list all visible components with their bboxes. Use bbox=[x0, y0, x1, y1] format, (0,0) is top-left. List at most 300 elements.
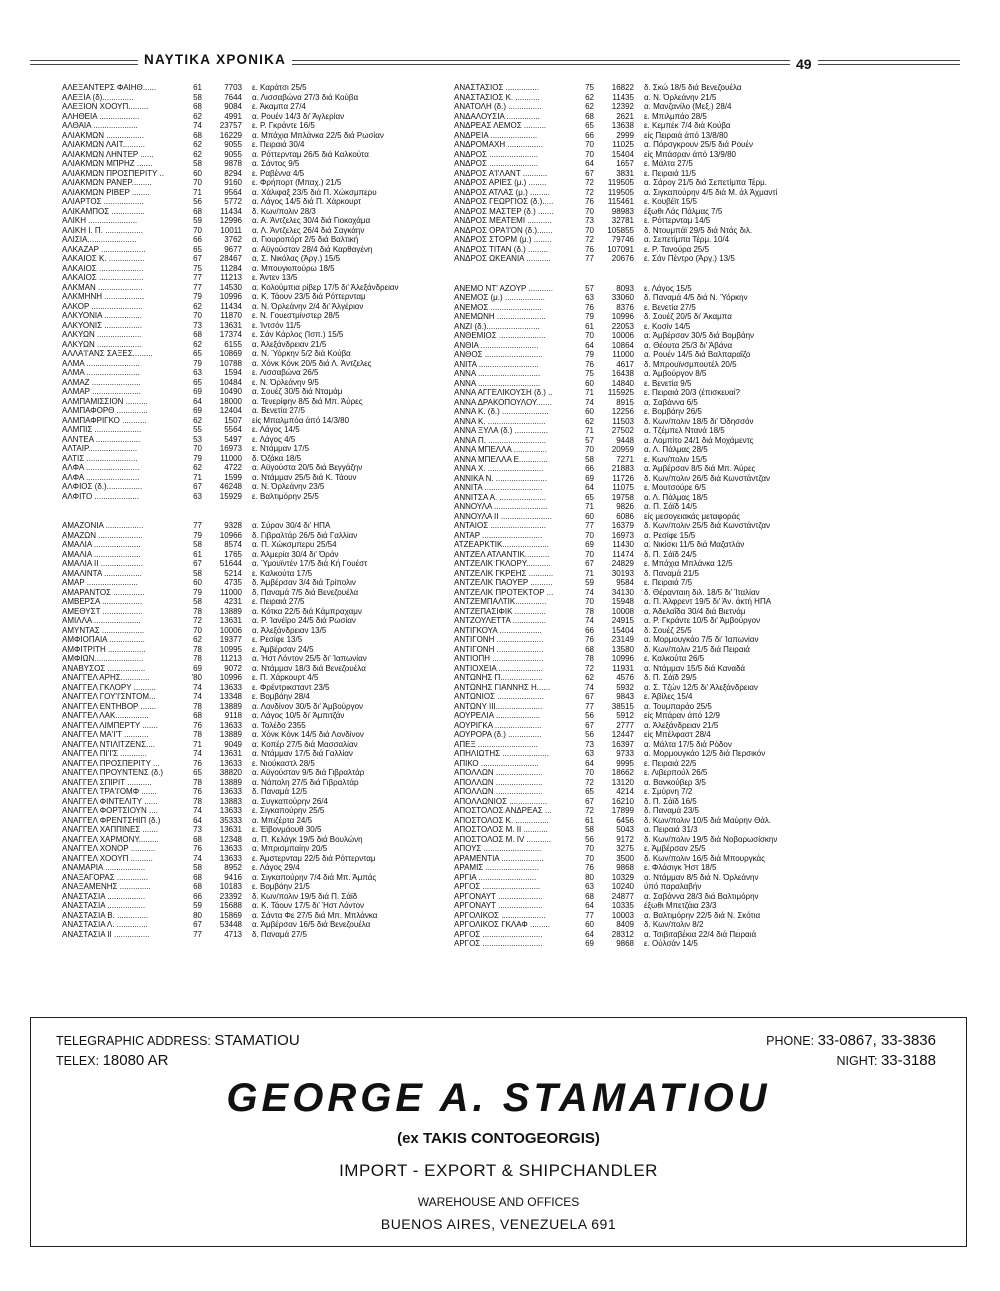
build-year: 77 bbox=[585, 701, 594, 711]
build-year: 70 bbox=[585, 140, 594, 149]
position-note: α. Ντάμμαν 17/5 διά Γαλλίαν bbox=[252, 749, 353, 758]
tonnage: 9868 bbox=[616, 939, 634, 948]
position-note: έξωθι Μπετζάια 23/3 bbox=[644, 901, 717, 910]
ship-row bbox=[454, 721, 844, 731]
ship-name: ΑΝΑΣΤΑΣΙΟΣ Κ. ........... bbox=[454, 92, 540, 102]
tonnage: 11931 bbox=[612, 663, 634, 673]
ship-row bbox=[62, 835, 452, 845]
ship-row bbox=[62, 197, 452, 207]
build-year: 63 bbox=[585, 749, 594, 758]
ship-row bbox=[454, 730, 844, 740]
ship-name: ΑΝΑΓΓΕΛ ΠΡΟΥΝΤΕΝΣ (δ.) bbox=[62, 768, 164, 777]
tonnage: 8574 bbox=[224, 540, 242, 549]
build-year: 67 bbox=[585, 168, 594, 178]
ship-name: ΑΠΙΚΟ .......................... bbox=[454, 758, 539, 768]
position-note: ε. Πειραιά 30/4 bbox=[252, 140, 305, 149]
ship-name: ΑΝΔΡΕΑΣ ΛΕΜΟΣ .......... bbox=[454, 121, 547, 130]
former-name: (ex TAKIS CONTOGEORGIS) bbox=[397, 1130, 600, 1147]
ship-row bbox=[454, 112, 844, 122]
build-year: 70 bbox=[585, 149, 594, 159]
tonnage: 3762 bbox=[224, 235, 242, 244]
position-note: α. Μάλτα 17/5 διά Ρόδον bbox=[644, 739, 732, 749]
position-note: ε. Σάν Κάρλος (Ίσπ.) 15/5 bbox=[252, 330, 344, 339]
business-line: IMPORT - EXPORT & SHIPCHANDLER bbox=[339, 1161, 658, 1180]
build-year: 70 bbox=[585, 206, 594, 216]
ship-name: ΑΛΚΜΑΝ .................... bbox=[62, 282, 143, 292]
tonnage: 13889 bbox=[219, 730, 242, 739]
build-year: 70 bbox=[585, 225, 594, 235]
ship-name: ΑΠΟΣΤΟΛΟΣ Κ. ............... bbox=[454, 815, 549, 825]
tonnage: 3831 bbox=[616, 168, 634, 178]
tonnage: 79746 bbox=[611, 235, 634, 244]
tonnage: 12404 bbox=[219, 406, 242, 415]
build-year: 58 bbox=[193, 540, 202, 549]
ship-row bbox=[454, 455, 844, 465]
tonnage: 12996 bbox=[219, 216, 242, 225]
position-note: ε. Βενετία 27/5 bbox=[644, 302, 696, 312]
tonnage: 20676 bbox=[611, 254, 634, 263]
position-note: δ. Π. Σάϊδ 24/5 bbox=[644, 549, 697, 559]
position-note: α. Σ. Τζών 12/5 δι' Άλεξάνδρειαν bbox=[644, 682, 758, 692]
ship-row bbox=[454, 493, 844, 503]
position-note: α. Σαβάννα 6/5 bbox=[644, 397, 698, 407]
tonnage: 5214 bbox=[224, 568, 242, 578]
position-note: α. Τενερίφην 8/5 διά Μπ. Άύρες bbox=[252, 396, 363, 406]
position-note: ε. Λάγος 15/5 bbox=[644, 283, 692, 293]
ship-name: ΑΝΑΤΟΛΗ (δ.) ............... bbox=[454, 102, 542, 111]
build-year: 68 bbox=[193, 711, 202, 720]
position-note: α. Π. Σάϊδ 14/5 bbox=[644, 502, 697, 511]
build-year: 78 bbox=[585, 654, 594, 663]
tonnage: 13631 bbox=[219, 320, 242, 330]
tonnage: 16973 bbox=[611, 530, 634, 540]
tonnage: 12392 bbox=[611, 102, 634, 111]
position-note: ε. Καλκούτα 26/5 bbox=[644, 654, 705, 663]
ship-name: ΑΛΙΑΚΜΩΝ ΡΙΒΕΡ ........ bbox=[62, 187, 150, 197]
build-year: 75 bbox=[585, 369, 594, 378]
position-note: δ. Σκώ 18/5 διά Βενεζουέλα bbox=[644, 83, 742, 92]
position-note: α. Μπιζέρτα 24/5 bbox=[252, 815, 313, 825]
tonnage: 119505 bbox=[607, 178, 634, 187]
ship-name: ΑΝΝΙΤΑ .......................... bbox=[454, 483, 543, 492]
ship-name: ΑΡΓΟΣ ........................... bbox=[454, 939, 543, 948]
position-note: α. Αϋγούσταν 9/5 διά Γιβραλτάρ bbox=[252, 768, 365, 777]
tonnage: 10240 bbox=[611, 882, 634, 891]
tonnage: 14840 bbox=[611, 378, 634, 388]
position-note: ε. Κεμπέκ 7/4 διά Κούβα bbox=[644, 121, 731, 130]
tonnage: 10788 bbox=[219, 358, 242, 368]
ship-name: ΑΝΤΑΙΟΣ ......................... bbox=[454, 521, 546, 530]
ship-name: ΑΝΤΖΕΜΠΑΛΤΙΚ.............. bbox=[454, 597, 547, 606]
position-note: α. Ύμουϊντέν 17/5 διά Κή Γουέστ bbox=[252, 559, 368, 568]
position-note: δ. Παναμά 12/5 bbox=[252, 787, 307, 796]
company-address: BUENOS AIRES, VENEZUELA 691 bbox=[380, 1216, 617, 1232]
ship-name: ΑΛΚΜΗΝΗ .................. bbox=[62, 292, 145, 301]
tonnage: 17374 bbox=[219, 330, 242, 339]
position-note: ε. Π. Χάρκουρτ 4/5 bbox=[252, 673, 319, 682]
tonnage: 13348 bbox=[219, 692, 242, 701]
build-year: 69 bbox=[585, 473, 594, 483]
tonnage: 9084 bbox=[224, 102, 242, 111]
ship-name: ΑΟΥΡΕΛΙΑ .................... bbox=[454, 711, 541, 720]
tonnage: 16229 bbox=[219, 130, 242, 140]
phone-label: PHONE: bbox=[766, 1034, 815, 1048]
position-note: α. Ρ. Γκράντε 10/5 δι' Άμβούργον bbox=[644, 616, 761, 625]
build-year: 68 bbox=[193, 330, 202, 339]
tonnage: 16397 bbox=[611, 739, 634, 749]
position-note: α. Ρόττερνταμ 26/5 διά Καλκούτα bbox=[252, 149, 369, 159]
ship-row bbox=[62, 482, 452, 492]
tonnage: 10008 bbox=[611, 606, 634, 616]
position-note: ε. Πειραιά 22/5 bbox=[644, 758, 697, 768]
tonnage: 9843 bbox=[616, 692, 634, 701]
ship-row bbox=[454, 531, 844, 541]
position-note: ε. Βομβάην 21/5 bbox=[252, 882, 310, 891]
tonnage: 24829 bbox=[611, 559, 634, 568]
ship-row bbox=[454, 369, 844, 379]
ship-name: ΑΜΑΖΩΝ .................... bbox=[62, 530, 143, 540]
ship-row bbox=[454, 417, 844, 427]
ship-name: ΑΝΝΑ Κ. .......................... bbox=[454, 416, 546, 426]
position-note: α. Σεπετίμπα Τέρμ. 10/4 bbox=[644, 235, 730, 244]
build-year: 79 bbox=[193, 530, 202, 540]
position-note: α. Άδελαΐδα 30/4 διά Βιετνάμ bbox=[644, 606, 746, 616]
ship-row bbox=[62, 473, 452, 483]
ship-name: ΑΝΘΙΑ .......................... bbox=[454, 340, 539, 350]
tonnage: 13633 bbox=[219, 787, 242, 796]
ship-name: ΑΛΤΙΣ ....................... bbox=[62, 453, 138, 463]
build-year: 71 bbox=[193, 739, 202, 749]
company-name: GEORGE A. STAMATIOU bbox=[226, 1076, 771, 1120]
position-note: ε. Λιβερπούλ 26/5 bbox=[644, 768, 708, 777]
ship-row bbox=[454, 474, 844, 484]
build-year: 68 bbox=[193, 130, 202, 140]
tonnage: 5043 bbox=[616, 825, 634, 834]
build-year: 55 bbox=[193, 425, 202, 434]
tonnage: 46248 bbox=[219, 482, 242, 491]
tonnage: 10329 bbox=[611, 872, 634, 882]
ship-row bbox=[454, 312, 844, 322]
build-year: 73 bbox=[585, 739, 594, 749]
build-year: 61 bbox=[585, 815, 594, 825]
position-note: ε. Ντάμμαν 17/5 bbox=[252, 444, 310, 453]
ship-row bbox=[454, 749, 844, 759]
build-year: 63 bbox=[585, 293, 594, 302]
ship-name: ΑΛΜΠΑΜΙΣΣΙΟΝ .......... bbox=[62, 396, 148, 406]
ship-name: ΑΝΔΑΛΟΥΣΙΑ ............... bbox=[454, 111, 540, 121]
ship-row bbox=[454, 83, 844, 93]
ship-name: ΑΝΑΓΓΕΛ ΤΡΑ'Ι'ΟΜΦ ....... bbox=[62, 787, 157, 796]
position-note: α. Πειραιά 31/3 bbox=[644, 825, 698, 834]
ship-name: ΑΝΝΟΥΛΑ ΙΙ ....................... bbox=[454, 511, 552, 521]
build-year: 75 bbox=[193, 263, 202, 273]
build-year: 78 bbox=[193, 606, 202, 616]
ship-row bbox=[454, 835, 844, 845]
tonnage: 8093 bbox=[616, 283, 634, 293]
position-note: α. Ρουέν 14/3 δι' Άγλερίαν bbox=[252, 111, 345, 121]
tonnage: 34130 bbox=[611, 587, 634, 597]
build-year: 64 bbox=[585, 483, 594, 492]
position-note: ε. Ρεσίφε 13/5 bbox=[252, 635, 303, 644]
ship-row bbox=[62, 882, 452, 892]
telex-label: TELEX: bbox=[56, 1054, 100, 1068]
ship-name: ΑΛΦΙΤΟ .................... bbox=[62, 491, 139, 501]
tonnage: 10869 bbox=[219, 349, 242, 358]
build-year: 68 bbox=[193, 882, 202, 891]
build-year: 76 bbox=[193, 720, 202, 730]
ship-name: ΑΜΑΡ ....................... bbox=[62, 578, 138, 587]
tonnage: 10011 bbox=[220, 225, 242, 235]
tonnage: 98983 bbox=[611, 206, 634, 216]
tonnage: 11435 bbox=[612, 92, 634, 102]
ship-name: ΑΛΘΑΙΑ .................... bbox=[62, 121, 138, 130]
position-note: δ. Όζάκα 18/5 bbox=[252, 453, 302, 463]
position-note: ε. Ρ. Τανούρα 25/5 bbox=[644, 244, 710, 254]
position-note: ε. Λάγος 4/5 bbox=[252, 434, 296, 444]
build-year: 76 bbox=[585, 359, 594, 369]
tonnage: 10966 bbox=[219, 530, 242, 540]
build-year: 62 bbox=[585, 673, 594, 682]
tonnage: 5912 bbox=[616, 711, 634, 720]
position-note: δ. Π. Σάϊδ 29/5 bbox=[644, 673, 697, 682]
ship-name: ΑΝΤΙΟΠΗ ....................... bbox=[454, 654, 544, 663]
build-year: 70 bbox=[193, 625, 202, 635]
section-gap bbox=[62, 501, 452, 521]
ship-name: ΑΜΑΛΙΑ ..................... bbox=[62, 549, 141, 559]
build-year: 77 bbox=[585, 521, 594, 530]
build-year: 66 bbox=[193, 891, 202, 901]
position-note: α. Χόνκ Κόνκ 14/5 διά Λονδίνον bbox=[252, 730, 364, 739]
ship-row bbox=[62, 169, 452, 179]
ship-row bbox=[62, 273, 452, 283]
build-year: 72 bbox=[585, 178, 594, 187]
ship-row bbox=[62, 550, 452, 560]
ship-row bbox=[62, 664, 452, 674]
ship-name: ΑΠΗΛΙΩΤΗΣ ..................... bbox=[454, 749, 549, 758]
tonnage: 10335 bbox=[611, 901, 634, 910]
tonnage: 11000 bbox=[612, 350, 634, 359]
tonnage: 53448 bbox=[219, 920, 242, 929]
ship-row bbox=[454, 711, 844, 721]
ship-name: ΑΝΑΓΓΕΛ ΠΡΟΣΠΕΡΙΤΥ ... bbox=[62, 758, 160, 768]
build-year: 79 bbox=[585, 312, 594, 321]
tonnage: 11000 bbox=[220, 587, 242, 597]
ship-name: ΑΝΑΓΓΕΛ ΣΠΙΡΙΤ ........... bbox=[62, 777, 152, 787]
ship-row bbox=[62, 359, 452, 369]
position-note: α. Πόρσγκρουν 25/5 διά Ρουέν bbox=[644, 140, 753, 149]
ship-name: ΑΛΙΑΚΜΩΝ ΡΑΝΕΡ......... bbox=[62, 178, 152, 187]
position-note: α. Άμβέρσαν 16/5 διά Βενεζουέλα bbox=[252, 920, 371, 929]
build-year: 69 bbox=[193, 387, 202, 396]
position-note: α. Α. Άντζελες 30/4 διά Γιοκοχάμα bbox=[252, 216, 371, 225]
position-note: δ. Σουέζ 25/5 bbox=[644, 625, 692, 635]
build-year: 62 bbox=[193, 111, 202, 121]
ship-name: ΑΝΔΡΟΣ ...................... bbox=[454, 149, 539, 159]
ship-name: ΑΝΤΖΕΠΑΣΙΦΙΚ .............. bbox=[454, 606, 546, 616]
build-year: 63 bbox=[585, 882, 594, 891]
tonnage: 11075 bbox=[612, 483, 634, 492]
ship-name: ΑΜΕΘΥΣΤ .................. bbox=[62, 606, 143, 616]
ship-name: ΑΡΓΟΝΑΥΤ .................... bbox=[454, 901, 543, 910]
ship-row bbox=[454, 512, 844, 522]
ship-name: ΑΟΥΡΟΡΑ (δ.) ............... bbox=[454, 730, 542, 739]
position-note: ε. Άντεν 13/5 bbox=[252, 273, 298, 282]
ship-name: ΑΛΚΥΟΝΙΑ ................. bbox=[62, 311, 143, 320]
tonnage: 8376 bbox=[616, 302, 634, 312]
ship-row bbox=[62, 121, 452, 131]
tonnage: 13631 bbox=[219, 749, 242, 758]
build-year: 62 bbox=[585, 92, 594, 102]
ship-name: ΑΝΑΞΑΜΕΝΗΣ .............. bbox=[62, 882, 151, 891]
telex bbox=[56, 1052, 168, 1069]
ship-row bbox=[454, 445, 844, 455]
ship-row bbox=[454, 341, 844, 351]
position-note: ε. Μπιλμπάο 28/5 bbox=[644, 111, 707, 121]
ship-row bbox=[454, 816, 844, 826]
ship-name: ΑΡΓΟΣ ........................... bbox=[454, 929, 543, 939]
position-note: ε. Λάγος 29/4 bbox=[252, 863, 300, 872]
tonnage: 11503 bbox=[612, 416, 634, 426]
position-note: δ. Παναμά 21/5 bbox=[644, 568, 699, 578]
build-year: 78 bbox=[193, 654, 202, 663]
ship-name: ΑΝΔΡΟΣ Α'Ι'ΛΑΝΤ ........... bbox=[454, 168, 548, 178]
ship-row bbox=[62, 93, 452, 103]
ship-row bbox=[454, 150, 844, 160]
build-year: 66 bbox=[193, 235, 202, 244]
ship-name: ΑΝΑΜΑΡΙΑ .................. bbox=[62, 863, 146, 872]
position-note: δ. Άμβέρσαν 3/4 διά Τρίπολιν bbox=[252, 578, 356, 587]
position-note: δ. Π. Σάϊδ 16/5 bbox=[644, 796, 697, 806]
ship-name: ΑΛΚΑΖΑΡ .................... bbox=[62, 244, 146, 254]
ship-row bbox=[454, 169, 844, 179]
tonnage: 18000 bbox=[219, 396, 242, 406]
build-year: 73 bbox=[585, 216, 594, 225]
build-year: 67 bbox=[585, 720, 594, 730]
position-note: δ. Θέρανταιη διλ. 18/5 δι' Ίταλίαν bbox=[644, 587, 760, 597]
ship-name: ΑΝΑΓΓΕΛ ΧΑΡΜΟΝΥ......... bbox=[62, 834, 159, 844]
position-note: ε. Πειραιά 20/3 (έπισκευαί? bbox=[644, 388, 740, 397]
position-note: ε. Κουβέϊτ 15/5 bbox=[644, 197, 697, 206]
position-note: ε. Βομβάην 26/5 bbox=[644, 407, 702, 416]
build-year: 58 bbox=[193, 159, 202, 168]
ship-name: ΑΛΕΞΑΝΤΕΡΣ ΦΑΙΗΘ...... bbox=[62, 83, 157, 92]
ship-name: ΑΛΜΠΑΦΟΡΘ .............. bbox=[62, 406, 148, 415]
build-year: 62 bbox=[193, 140, 202, 149]
ship-name: ΑΠΟΛΛΩΝΙΟΣ ................. bbox=[454, 796, 548, 806]
ship-row bbox=[62, 368, 452, 378]
ship-row bbox=[454, 388, 844, 398]
position-note: α. Χάλιφαξ 23/5 διά Π. Χώκσμπερυ bbox=[252, 187, 377, 197]
ship-row bbox=[454, 683, 844, 693]
ship-name: ΑΛΙΑΚΜΩΝ ΛΑΙΤ.......... bbox=[62, 140, 145, 149]
ship-name: ΑΛΙΑΚΜΩΝ ΠΡΟΣΠΕΡΙΤΥ .. bbox=[62, 168, 164, 178]
ship-row bbox=[454, 350, 844, 360]
build-year: 60 bbox=[585, 920, 594, 929]
position-note: ε. Ρόττερνταμ 14/5 bbox=[644, 216, 711, 225]
tonnage: 15929 bbox=[219, 491, 242, 501]
ship-row bbox=[454, 873, 844, 883]
ship-row bbox=[62, 340, 452, 350]
ship-name: ΑΝΤΩΝΙΟΣ ..................... bbox=[454, 692, 544, 701]
ship-row bbox=[454, 740, 844, 750]
build-year: 64 bbox=[585, 758, 594, 768]
tonnage: 13633 bbox=[219, 844, 242, 853]
tonnage: 20959 bbox=[611, 445, 634, 454]
ship-row bbox=[454, 768, 844, 778]
position-note: ε. Λάγος 14/5 bbox=[252, 425, 300, 434]
build-year: 62 bbox=[193, 463, 202, 472]
ship-name: ΑΠΟΥΣ .......................... bbox=[454, 844, 542, 853]
position-note: ε. Βομβάην 28/4 bbox=[252, 692, 310, 701]
build-year: 64 bbox=[585, 929, 594, 939]
ship-name: ΑΝΑΒΥΣΟΣ ................. bbox=[62, 663, 146, 673]
build-year: 72 bbox=[193, 616, 202, 625]
tonnage: 13883 bbox=[219, 796, 242, 806]
build-year: 71 bbox=[585, 502, 594, 511]
position-note: είς Μπάραν άπό 12/9 bbox=[644, 711, 720, 720]
ship-row bbox=[62, 930, 452, 940]
build-year: 66 bbox=[585, 464, 594, 473]
ship-row bbox=[454, 863, 844, 873]
build-year: 69 bbox=[193, 406, 202, 415]
ship-name: ΑΝΕΜΟΣ ....................... bbox=[454, 302, 542, 312]
position-note: ε. Κων/πολιν 15/5 bbox=[644, 454, 707, 464]
ship-name: ΑΠΟΛΛΩΝ ..................... bbox=[454, 768, 543, 777]
ship-name: ΑΝΔΡΟΣ ΑΤΛΑΣ (μ.) ......... bbox=[454, 187, 551, 197]
ship-row bbox=[62, 768, 452, 778]
ship-row bbox=[62, 492, 452, 502]
build-year: 61 bbox=[585, 321, 594, 331]
ship-name: ΑΝΝΑ Π. .......................... bbox=[454, 435, 547, 445]
publication-title: ΝΑΥΤΙΚΑ ΧΡΟΝΙΚΑ bbox=[138, 52, 292, 67]
build-year: 68 bbox=[193, 206, 202, 216]
position-note: α. Θέουτα 25/3 δι' Άβάνα bbox=[644, 340, 733, 350]
position-note: ε. Άκαμπα 27/4 bbox=[252, 102, 306, 111]
build-year: 71 bbox=[193, 187, 202, 197]
ship-row bbox=[62, 863, 452, 873]
build-year: 75 bbox=[585, 83, 594, 92]
tonnage: 10996 bbox=[611, 654, 634, 663]
position-note: ε. Άβίλες 15/4 bbox=[644, 692, 693, 701]
build-year: 61 bbox=[193, 549, 202, 559]
ship-row bbox=[62, 425, 452, 435]
ship-row bbox=[454, 616, 844, 626]
position-note: α. Λονδίνον 30/5 δι' Άμβούργον bbox=[252, 701, 364, 711]
ship-row bbox=[62, 806, 452, 816]
position-note: α. Άλμερία 30/4 δι' Όράν bbox=[252, 549, 339, 559]
ship-name: ΑΛΛΑ'Ι'ΑΝΣ ΣΑΞΕΣ......... bbox=[62, 349, 153, 358]
build-year: 60 bbox=[585, 511, 594, 521]
tonnage: 9328 bbox=[224, 521, 242, 530]
position-note: α. Ντάμμαν 25/5 διά Κ. Τάουν bbox=[252, 472, 357, 482]
tonnage: 13633 bbox=[219, 758, 242, 768]
ship-row bbox=[454, 597, 844, 607]
position-note: είς Πειραιά άπό 13/8/80 bbox=[644, 130, 728, 140]
build-year: 74 bbox=[193, 749, 202, 758]
ship-row bbox=[454, 178, 844, 188]
position-note: α. Ντάμμαν 15/5 διά Καναδά bbox=[644, 663, 746, 673]
ship-row bbox=[454, 939, 844, 949]
ship-name: ΑΠΟΣΤΟΛΟΣ ΑΝΔΡΕΑΣ ... bbox=[454, 806, 552, 815]
build-year: 65 bbox=[193, 377, 202, 387]
tonnage: 16379 bbox=[611, 521, 634, 530]
ship-name: ΑΝΑΓΓΕΛ ΓΟΥ'Ι'ΣΝΤΟΜ... bbox=[62, 692, 156, 701]
ship-name: ΑΛΙΑΡΤΟΣ .................. bbox=[62, 197, 144, 206]
ship-row bbox=[62, 159, 452, 169]
ship-row bbox=[62, 730, 452, 740]
ship-name: ΑΡΓΟΛΙΚΟΣ ΓΚΛΑΦ ......... bbox=[454, 920, 551, 929]
ship-row bbox=[62, 387, 452, 397]
